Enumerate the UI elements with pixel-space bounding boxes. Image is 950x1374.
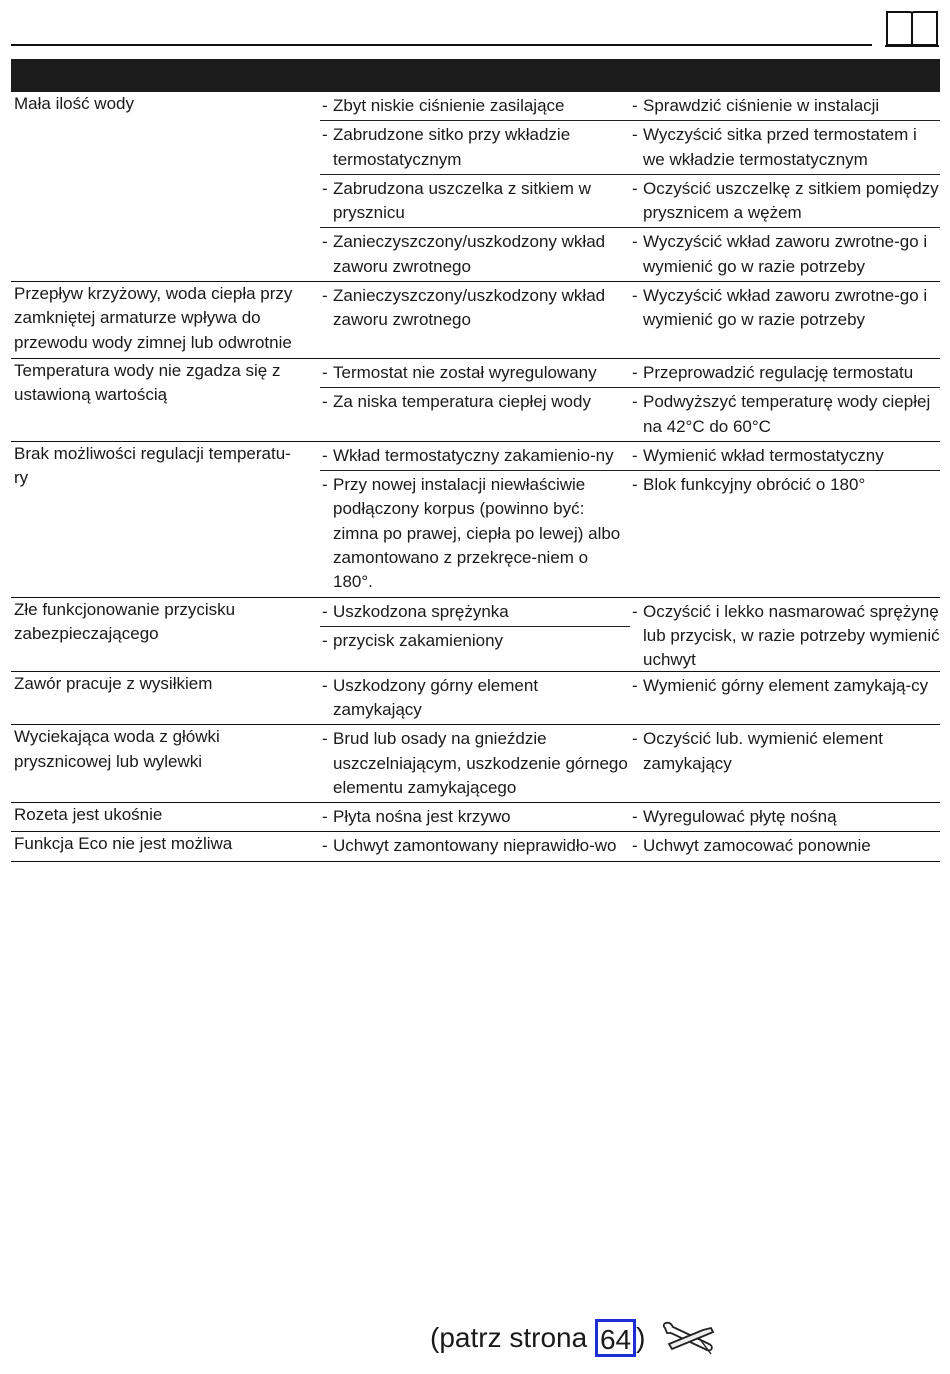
fault-description: Mała ilość wody [14,94,134,113]
fault-group [11,92,940,282]
remedy-cell: - Sprawdzić ciśnienie w instalacji [630,94,940,118]
remedy-cell: - Przeprowadzić regulację termostatu [630,361,940,385]
table-row [320,803,940,831]
fault-description: Temperatura wody nie zgadza się z ustawioną wartością [14,360,281,405]
page-reference [430,1318,717,1358]
table-row [320,442,940,470]
cause-cell: - Termostat nie został wyregulowany [320,361,630,385]
cause-cell: - Uszkodzona sprężynka [320,600,630,624]
cause-cell: - Płyta nośna jest krzywo [320,805,630,829]
table-row [320,626,630,655]
book-icon [884,10,940,48]
cause-cell: - Uszkodzony górny element zamykający [320,674,630,723]
remedy-cell: - Wyczyścić wkład zaworu zwrotne-go i wymienić go w razie potrzeby [630,284,940,333]
cause-cell: - Zabrudzona uszczelka z sitkiem w prysznicu [320,177,630,226]
remedy-cell: - Oczyścić lub. wymienić element zamykający [630,727,940,800]
fault-group [11,832,940,861]
table-row [320,387,940,441]
cause-cell: - Uchwyt zamontowany nieprawidło-wo [320,834,630,858]
remedy-cell: - Podwyższyć temperaturę wody ciepłej na 42°C do 60°C [630,390,940,439]
remedy-cell: - Oczyścić i lekko nasmarować sprężynę lub przycisk, w razie potrzeby wymienić uchwyt [630,600,940,673]
cause-cell: - Przy nowej instalacji niewłaściwie podłączony korpus (powinno być: zimna po prawej, ciepła po lewej) albo zamontowano z przekręce-niem o 180°. [320,473,630,594]
table-row [320,282,940,335]
table-row [320,470,940,596]
top-rule [11,44,872,46]
table-row [320,92,940,120]
remedy-cell: - Wymienić górny element zamykają-cy [630,674,940,723]
remedy-cell: - Blok funkcyjny obrócić o 180° [630,473,940,594]
fault-group [11,359,940,442]
remedy-cell: - Wyczyścić wkład zaworu zwrotne-go i wymienić go w razie potrzeby [630,230,940,279]
fault-group [11,442,940,598]
fault-group [11,725,940,803]
fault-description: Złe funkcjonowanie przycisku zabezpieczającego [14,599,236,643]
cause-cell: - Zbyt niskie ciśnienie zasilające [320,94,630,118]
table-row [320,174,940,228]
fault-group [11,598,940,672]
table-row [320,227,940,281]
page-reference-prefix: (patrz strona [430,1322,595,1353]
fault-group [11,803,940,832]
fault-group [11,282,940,359]
fault-description: Brak możliwości regulacji temperatu-ry [14,443,291,488]
page-reference-suffix: ) [636,1322,646,1353]
table-row [320,672,940,725]
remedy-cell: - Oczyścić uszczelkę z sitkiem pomiędzy prysznicem a wężem [630,177,940,226]
fault-description: Wyciekająca woda z główki prysznicowej lub wylewki [14,727,220,771]
table-header-bar [11,59,940,92]
table-row [320,725,940,802]
table-row [320,120,940,174]
remedy-cell: - Wyregulować płytę nośną [630,805,940,829]
cause-cell: - Za niska temperatura ciepłej wody [320,390,630,439]
wrench-screwdriver-icon [659,1320,717,1356]
remedy-cell: - Wymienić wkład termostatyczny [630,444,940,468]
cause-cell: - Zabrudzone sitko przy wkładzie termostatycznym [320,123,630,172]
fault-description: Funkcja Eco nie jest możliwa [14,834,233,854]
page-number-link[interactable]: 64 [595,1319,636,1357]
cause-cell: - Zanieczyszczony/uszkodzony wkład zaworu zwrotnego [320,284,630,333]
remedy-cell: - Wyczyścić sitka przed termostatem i we wkładzie termostatycznym [630,123,940,172]
cause-cell: - przycisk zakamieniony [320,629,630,653]
table-row [320,832,940,860]
fault-description: Przepływ krzyżowy, woda ciepła przy zamkniętej armaturze wpływa do przewodu wody zimnej lub odwrotnie [14,284,293,352]
fault-group [11,672,940,726]
table-row [320,359,940,387]
cause-cell: - Brud lub osady na gnieździe uszczelniającym, uszkodzenie górnego elementu zamykającego [320,727,630,800]
cause-cell: - Wkład termostatyczny zakamienio-ny [320,444,630,468]
cause-cell: - Zanieczyszczony/uszkodzony wkład zaworu zwrotnego [320,230,630,279]
remedy-cell: - Uchwyt zamocować ponownie [630,834,940,858]
fault-description: Rozeta jest ukośnie [14,805,163,825]
fault-description: Zawór pracuje z wysiłkiem [14,673,213,693]
troubleshooting-table [11,92,940,862]
